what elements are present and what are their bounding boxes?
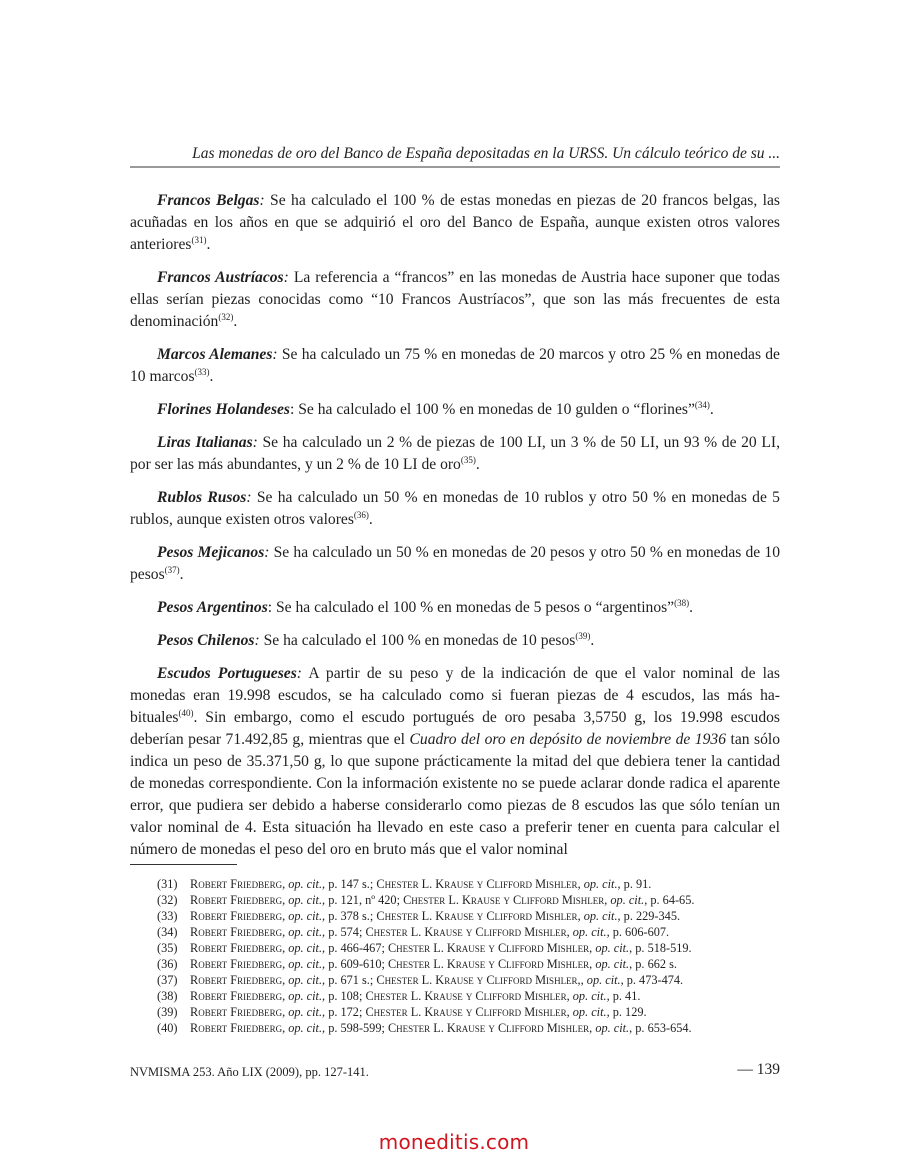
paragraph-lead: Pesos Chilenos (157, 632, 255, 649)
paragraph-pesos-mejicanos: Pesos Mejicanos: Se ha calculado un 50 % en monedas de 20 pesos y otro 50 % en monedas de 10 pesos$^{(37)}$. (130, 544, 780, 583)
document-title-italic: Cuadro del oro en depósito de noviembre de 1936 (409, 731, 726, 748)
footnote-31: (31) Robert Friedberg, op. cit., p. 147 s.; Chester L. Krause y Clifford Mishler, op. cit., p. 91. (157, 877, 652, 891)
paragraph-text: Se ha calculado el 100 % en monedas de 10 gulden o “florines” (294, 401, 695, 418)
paragraph-text: Se ha calculado un 2 % de piezas de 100 LI, un 3 % de 50 LI, un 93 % de 20 LI, por ser las más abundantes, y un 2 % de 10 LI de oro (130, 434, 780, 473)
paragraph-pesos-argentinos: Pesos Argentinos: Se ha calculado el 100 % en monedas de 5 pesos o “argentinos”$^{(38)}$. (157, 598, 694, 616)
paragraph-escudos-portugueses: Escudos Portugueses: A partir de su peso y de la indicación de que el valor nominal de las monedas eran 19.998 escudos, se ha calculado como si fueran piezas de 4 escudos, las más habituales$^{(40)}$. Sin embargo, como el escudo portugués de oro pesaba 3,5750 g, los 19.998 escudos deberían pesar 71.492,85 g, mientras que el Cuadro del oro en depósito de noviembre de 1936 tan sólo indica un peso de 35.371,50 g, lo que supone prácticamente la mitad del que debiera tener la cantidad de monedas correspondiente. Con la información existente no se puede aclarar donde radica el aparente error, que pudiera ser debido a haberse considerarlo como piezas de 8 escudos las que sólo tenían un valor nominal de 4. Esta situación ha llevado en este caso a preferir tener en cuenta para calcular el número de monedas el peso del oro en bruto más que el valor nominal (130, 665, 781, 858)
footnote-38: (38) Robert Friedberg, op. cit., p. 108; Chester L. Krause y Clifford Mishler, op. cit., p. 41. (157, 989, 641, 1003)
paragraph-lead: Pesos Argentinos (157, 599, 268, 616)
paragraph-lead: Francos Belgas (157, 192, 260, 209)
footnote-32: (32) Robert Friedberg, op. cit., p. 121, nº 420; Chester L. Krause y Clifford Mishler, op. cit., p. 64-65. (157, 893, 695, 907)
paragraph-text: A partir de su peso y de la indicación de que el valor nominal de las monedas eran 19.998 escudos, se ha calculado como si fueran piezas de 4 escudos, las más habituales (130, 665, 781, 726)
footnote-ref[interactable]: (34) (694, 400, 710, 410)
footnote-39: (39) Robert Friedberg, op. cit., p. 172; Chester L. Krause y Clifford Mishler, op. cit., p. 129. (157, 1005, 647, 1019)
paragraph-text: Se ha calculado un 50 % en monedas de 10 rublos y otro 50 % en monedas de 5 rublos, aunque existen otros valores (130, 489, 780, 528)
paragraph-text: Se ha calculado un 75 % en monedas de 20 marcos y otro 25 % en monedas de 10 marcos (130, 346, 780, 385)
paragraph-pesos-chilenos: Pesos Chilenos: Se ha calculado el 100 % en monedas de 10 pesos$^{(39)}$. (157, 631, 595, 649)
footnote-36: (36) Robert Friedberg, op. cit., p. 609-610; Chester L. Krause y Clifford Mishler, op. cit., p. 662 s. (157, 957, 677, 971)
footnote-ref[interactable]: (37) (164, 565, 180, 575)
paragraph-lead: Francos Austríacos (157, 269, 284, 286)
footnote-35: (35) Robert Friedberg, op. cit., p. 466-467; Chester L. Krause y Clifford Mishler, op. cit., p. 518-519. (157, 941, 692, 955)
paragraph-text: Se ha calculado un 50 % en monedas de 20 pesos y otro 50 % en monedas de 10 pesos (130, 544, 780, 583)
watermark-link[interactable]: moneditis.com (378, 1130, 530, 1154)
footnote-ref[interactable]: (31) (191, 235, 207, 245)
footnote-rule (130, 864, 237, 865)
footnote-ref[interactable]: (33) (194, 367, 210, 377)
footnote-ref[interactable]: (39) (575, 631, 591, 641)
paragraph-text: Se ha calculado el 100 % en monedas de 10 pesos (259, 632, 576, 649)
paragraph-text: Se ha calculado el 100 % de estas monedas en piezas de 20 francos belgas, las acuñadas en los años en que se adquirió el oro del Banco de España, aunque existen otros valores anteriores (130, 192, 780, 253)
footnote-ref[interactable]: (32) (218, 312, 234, 322)
paragraph-lead: Liras Italianas (157, 434, 253, 451)
journal-citation: NVMISMA 253. Año LIX (2009), pp. 127-141. (130, 1065, 369, 1079)
paragraph-francos-austriacos: Francos Austríacos: La referencia a “francos” en las monedas de Austria hace suponer que todas ellas serían piezas conocidas como “10 Francos Austríacos”, que son las más frecuentes de esta denominación$^{(32)}$. (130, 269, 780, 330)
footnotes (157, 876, 787, 1036)
body-text (130, 190, 780, 872)
running-header: Las monedas de oro del Banco de España depositadas en la URSS. Un cálculo teórico de su ... (192, 145, 780, 162)
paragraph-liras-italianas: Liras Italianas: Se ha calculado un 2 % de piezas de 100 LI, un 3 % de 50 LI, un 93 % de 20 LI, por ser las más abundantes, y un 2 % de 10 LI de oro$^{(35)}$. (130, 434, 780, 473)
paragraph-lead: Marcos Alemanes (157, 346, 273, 363)
paragraph-text: Se ha calculado el 100 % en monedas de 5 pesos o “argentinos” (272, 599, 675, 616)
paragraph-lead: Escudos Portugueses (157, 665, 297, 682)
footnote-ref[interactable]: (36) (353, 510, 369, 520)
paragraph-lead: Florines Holandeses (157, 401, 290, 418)
paragraph-florines-holandeses: Florines Holandeses: Se ha calculado el 100 % en monedas de 10 gulden o “florines”$^{(34)}$. (157, 400, 714, 418)
page-number: — 139 (737, 1061, 780, 1078)
paragraph-lead: Rublos Rusos (157, 489, 247, 506)
paragraph-francos-belgas: Francos Belgas: Se ha calculado el 100 % de estas monedas en piezas de 20 francos belgas, las acuñadas en los años en que se adquirió el oro del Banco de España, aunque existen otros valores anteriores$^{(31)}$. (130, 192, 780, 253)
paragraph-marcos-alemanes: Marcos Alemanes: Se ha calculado un 75 % en monedas de 20 marcos y otro 25 % en monedas de 10 marcos$^{(33)}$. (130, 346, 780, 385)
footnote-ref[interactable]: (35) (460, 455, 476, 465)
paragraph-lead: Pesos Mejicanos (157, 544, 265, 561)
paragraph-rublos-rusos: Rublos Rusos: Se ha calculado un 50 % en monedas de 10 rublos y otro 50 % en monedas de 5 rublos, aunque existen otros valores$^{(36)}$. (130, 489, 780, 528)
footnote-37: (37) Robert Friedberg, op. cit., p. 671 s.; Chester L. Krause y Clifford Mishler,, op. cit., p. 473-474. (157, 973, 684, 987)
footnote-33: (33) Robert Friedberg, op. cit., p. 378 s.; Chester L. Krause y Clifford Mishler, op. cit., p. 229-345. (157, 909, 681, 923)
footnote-ref[interactable]: (38) (674, 598, 690, 608)
footnote-ref[interactable]: (40) (178, 708, 194, 718)
paragraph-text: La referencia a “francos” en las monedas de Austria hace suponer que todas ellas serían piezas conocidas como “10 Francos Austríacos”, que son las más frecuentes de esta denominación (130, 269, 780, 330)
footnote-40: (40) Robert Friedberg, op. cit., p. 598-599; Chester L. Krause y Clifford Mishler, op. cit., p. 653-654. (157, 1021, 692, 1035)
header-rule (130, 166, 780, 168)
footnote-34: (34) Robert Friedberg, op. cit., p. 574; Chester L. Krause y Clifford Mishler, op. cit., p. 606-607. (157, 925, 670, 939)
